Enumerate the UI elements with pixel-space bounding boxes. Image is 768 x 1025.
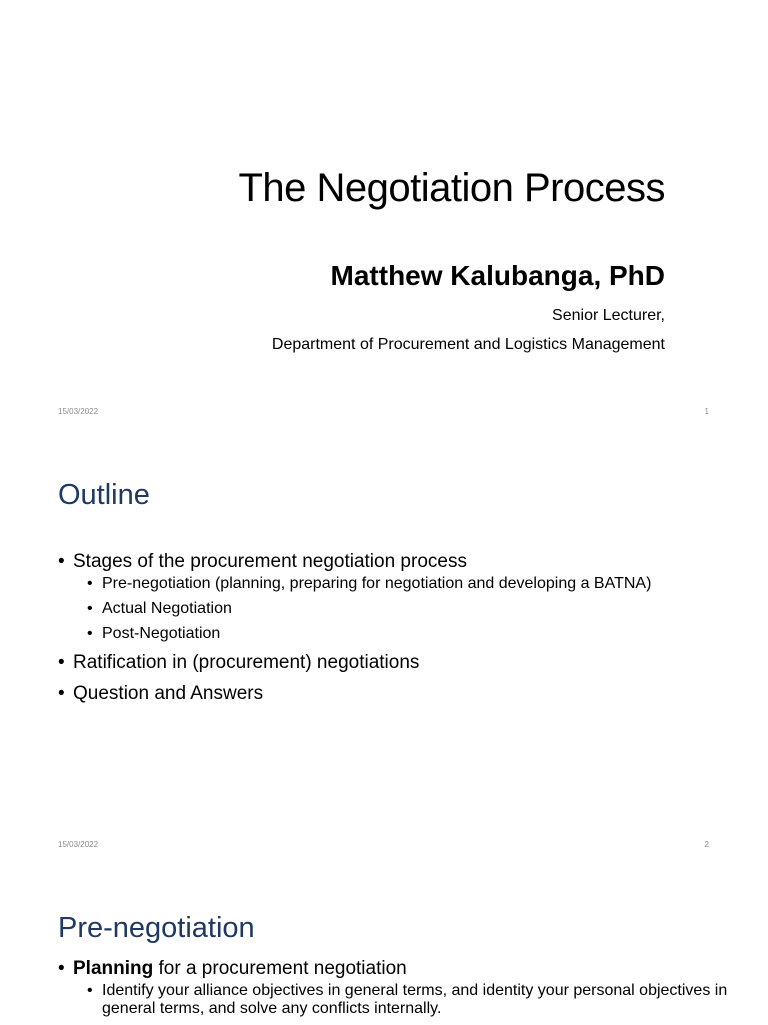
bullet-icon: •	[58, 683, 65, 704]
slide-date: 15/03/2022	[58, 407, 99, 416]
sub-bullet-list	[73, 575, 742, 643]
bullet-text: Ratification in (procurement) negotiations	[73, 652, 420, 673]
bullet-icon: •	[87, 625, 93, 642]
bullet-icon: •	[58, 652, 65, 673]
bullet-item	[58, 651, 742, 674]
slide-heading: Pre-negotiation	[58, 912, 255, 944]
bullet-item	[58, 682, 742, 705]
author-name: Matthew Kalubanga, PhD	[330, 260, 665, 291]
slide-heading: Outline	[58, 479, 150, 511]
author-department: Department of Procurement and Logistics Management	[271, 336, 665, 353]
slide-2	[0, 433, 768, 865]
bullet-icon: •	[58, 958, 65, 979]
slide-1	[0, 0, 768, 432]
slide-title: The Negotiation Process	[238, 166, 665, 210]
bullet-item	[58, 957, 742, 1018]
bullet-icon: •	[87, 575, 93, 592]
sub-bullet-text: Identify your alliance objectives in general terms, and identity your personal objectives in general terms, and solve any conflicts internally.	[102, 982, 728, 1017]
bullet-text: for a procurement negotiation	[153, 958, 407, 979]
bullet-list	[58, 957, 742, 1025]
sub-bullet-item	[73, 575, 742, 593]
sub-bullet-item	[73, 600, 742, 618]
bullet-list	[58, 550, 742, 713]
bullet-icon: •	[87, 600, 93, 617]
bullet-text: Question and Answers	[73, 683, 264, 704]
sub-bullet-text: Post-Negotiation	[102, 625, 221, 642]
bullet-text: Stages of the procurement negotiation process	[73, 551, 467, 572]
slide-date: 15/03/2022	[58, 840, 99, 849]
slide-3	[0, 866, 768, 1024]
bullet-icon: •	[87, 982, 93, 999]
sub-bullet-list	[73, 982, 742, 1018]
bullet-item	[58, 550, 742, 643]
sub-bullet-text: Pre-negotiation (planning, preparing for negotiation and developing a BATNA)	[102, 575, 652, 592]
bullet-bold-text: Planning	[73, 958, 154, 979]
author-role: Senior Lecturer,	[552, 307, 665, 324]
bullet-icon: •	[58, 551, 65, 572]
sub-bullet-item	[73, 625, 742, 643]
sub-bullet-text: Actual Negotiation	[102, 600, 232, 617]
slide-number: 2	[704, 840, 709, 849]
slide-number: 1	[704, 407, 709, 416]
sub-bullet-item	[73, 982, 742, 1018]
